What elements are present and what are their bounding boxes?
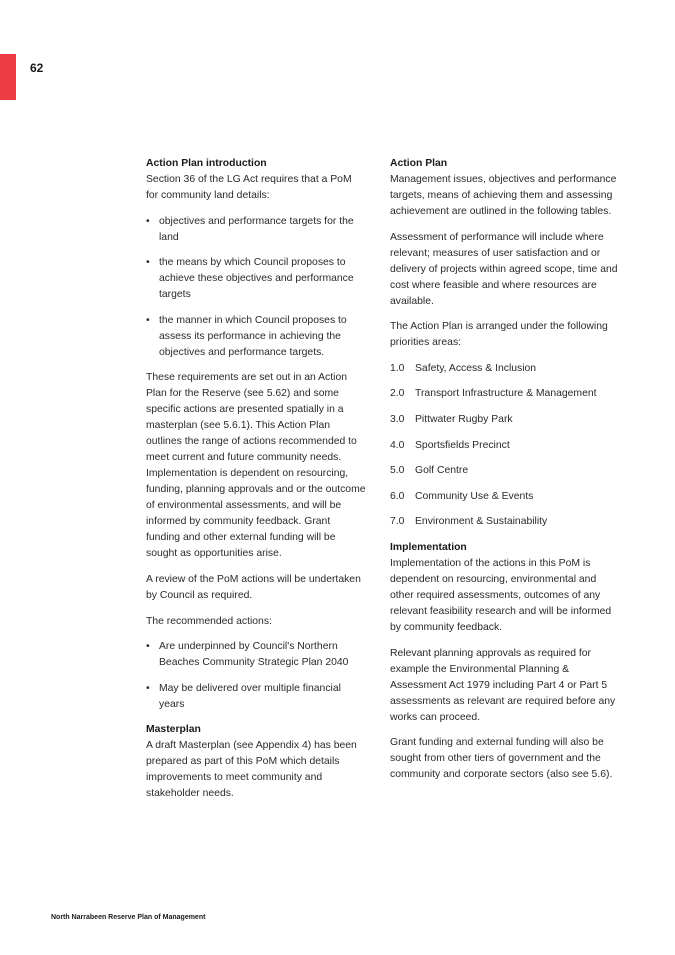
implementation-paragraph: Implementation of the actions in this PoM is dependent on resourcing, environmental and other required assessments, outcomes of any relevant feasibility research and will be informed by community feedback. — [390, 557, 612, 633]
priority-label: Community Use & Events — [415, 490, 534, 502]
priority-number: 3.0 — [390, 413, 405, 425]
priority-item — [390, 386, 622, 402]
recommended-paragraph: The recommended actions: — [146, 615, 272, 627]
action-plan-paragraph: Management issues, objectives and performance targets, means of achieving them and assessing achievement are outlined in the following tables. — [390, 174, 617, 217]
intro-heading: Action Plan introduction — [146, 158, 267, 169]
page-number: 62 — [30, 61, 44, 75]
priority-number: 1.0 — [390, 362, 405, 374]
masterplan-paragraph: A draft Masterplan (see Appendix 4) has been prepared as part of this PoM which details improvements to meet community and stakeholder needs. — [146, 740, 357, 800]
priority-number: 4.0 — [390, 439, 405, 451]
priority-item — [390, 438, 622, 454]
priority-item — [390, 412, 622, 428]
priority-label: Environment & Sustainability — [415, 516, 548, 528]
page-accent-bar — [0, 54, 16, 100]
list-item: • the means by which Council proposes to achieve these objectives and performance targets — [146, 255, 366, 303]
priority-item — [390, 514, 622, 530]
priority-item — [390, 463, 622, 479]
list-item: • May be delivered over multiple financial years — [146, 681, 366, 713]
list-item: • Are underpinned by Council's Northern Beaches Community Strategic Plan 2040 — [146, 639, 366, 671]
priority-label: Sportsfields Precinct — [415, 439, 510, 451]
priority-list — [390, 361, 622, 531]
assessment-paragraph: Assessment of performance will include where relevant; measures of user satisfaction and or delivery of projects within agreed scope, time and cost where feasible and where resources are available. — [390, 231, 618, 307]
intro-text: Section 36 of the LG Act requires that a PoM for community land details: — [146, 174, 352, 201]
review-paragraph: A review of the PoM actions will be undertaken by Council as required. — [146, 573, 361, 601]
priority-label: Pittwater Rugby Park — [415, 413, 513, 425]
intro-bullet-list — [146, 214, 366, 361]
priority-item — [390, 361, 622, 377]
right-column — [390, 156, 622, 793]
list-item: • the manner in which Council proposes to assess its performance in achieving the objectives and performance targets. — [146, 313, 366, 361]
requirements-paragraph: These requirements are set out in an Action Plan for the Reserve (see 5.62) and some specific actions are presented spatially in a masterplan (see 5.6.1). This Action Plan outlines the range of actions recommended to meet current and future community needs. Implementation is dependent on resourcing, funding, planning approvals and or the outcome of environmental assessments, and will be informed by community feedback. Grant funding and other external funding will be sought as opportunities arise. — [146, 372, 366, 560]
implementation-heading: Implementation — [390, 541, 467, 553]
left-column — [146, 156, 366, 812]
priority-label: Golf Centre — [415, 465, 469, 477]
priority-number: 5.0 — [390, 465, 405, 477]
page-footer: North Narrabeen Reserve Plan of Management — [51, 914, 206, 921]
approvals-paragraph: Relevant planning approvals as required for example the Environmental Planning & Assessment Act 1979 including Part 4 or Part 5 assessments as relevant are required before any works can proceed. — [390, 647, 616, 723]
priority-number: 7.0 — [390, 516, 405, 528]
action-plan-heading: Action Plan — [390, 158, 448, 169]
priority-item — [390, 489, 622, 505]
masterplan-heading: Masterplan — [146, 724, 201, 736]
arranged-paragraph: The Action Plan is arranged under the following priorities areas: — [390, 321, 608, 349]
priority-number: 2.0 — [390, 388, 405, 400]
list-item: • objectives and performance targets for the land — [146, 214, 366, 246]
priority-label: Safety, Access & Inclusion — [415, 362, 537, 374]
grant-paragraph: Grant funding and external funding will also be sought from other tiers of government and the community and corporate sectors (also see 5.6). — [390, 737, 613, 781]
priority-label: Transport Infrastructure & Management — [415, 388, 597, 400]
priority-number: 6.0 — [390, 490, 405, 502]
recommended-bullet-list — [146, 639, 366, 713]
